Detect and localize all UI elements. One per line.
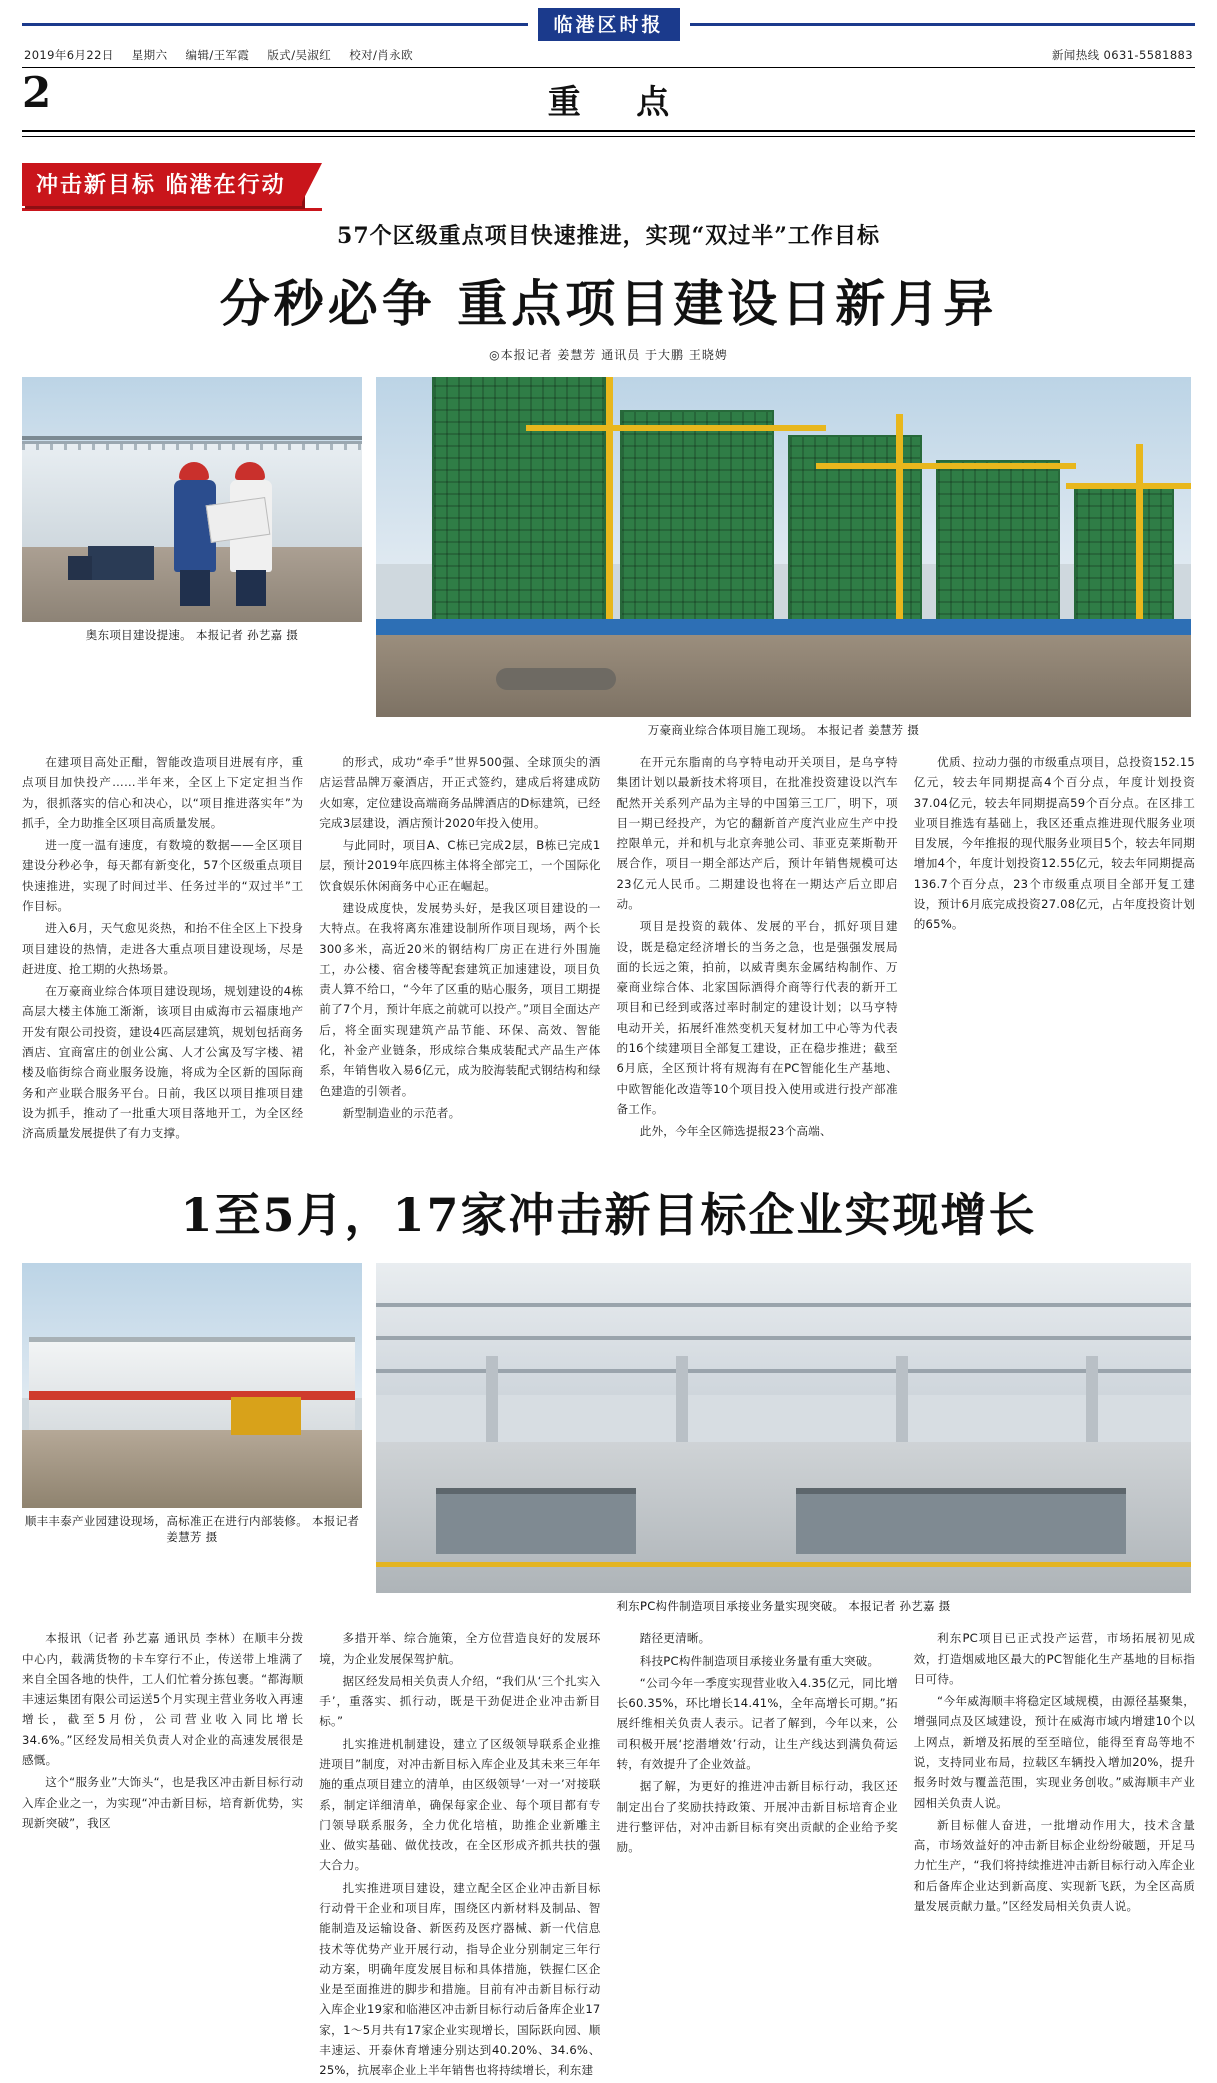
paragraph: 踏径更清晰。 xyxy=(639,1631,711,1646)
paragraph: 与此同时，项目A、C栋已完成2层，B栋已完成1层，预计2019年底四栋主体将全部完工，一个国际化饮食娱乐休闲商务中心正在崛起。 xyxy=(319,838,601,893)
top-article-column-1 xyxy=(22,752,303,1145)
support-column xyxy=(1086,1356,1098,1442)
photo-aoxing-caption: 奥东项目建设提速。 本报记者 孙艺嘉 摄 xyxy=(85,628,299,642)
crane-jib xyxy=(816,463,1076,469)
paragraph: 进一度一温有速度，有数境的数据——全区项目建设分秒必争，每天都有新变化，57个区级重点项目快速推进，实现了时间过半、任务过半的“双过半”工作目标。 xyxy=(22,838,304,913)
excavator xyxy=(231,1397,301,1435)
section-divider-thick xyxy=(22,130,1195,132)
campaign-banner xyxy=(22,163,1195,207)
section-divider-thin xyxy=(22,136,1195,137)
photo-lidong-caption: 利东PC构件制造项目承接业务量实现突破。 本报记者 孙艺嘉 摄 xyxy=(616,1599,951,1614)
page-number: 2 xyxy=(22,68,52,117)
top-article-columns xyxy=(22,752,1195,1145)
bottom-article-column-1 xyxy=(22,1628,303,2082)
roof-beam xyxy=(376,1336,1191,1340)
concrete-pipe xyxy=(496,668,616,690)
floor-safety-line xyxy=(376,1562,1191,1567)
scaffolded-tower xyxy=(1074,485,1174,629)
bottom-photo-row xyxy=(22,1263,1195,1614)
site-fence xyxy=(376,619,1191,635)
bottom-article-column-2 xyxy=(319,1628,600,2082)
top-article-column-4 xyxy=(914,752,1195,1145)
secondary-headline: 1至5月，17家冲击新目标企业实现增长 xyxy=(180,1188,1037,1243)
paragraph: 多措开举、综合施策，全方位营造良好的发展环境，为企业发展保驾护航。 xyxy=(319,1631,601,1666)
paragraph: 项目是投资的载体、发展的平台，抓好项目建设，既是稳定经济增长的当务之急，也是强强发展局面的长远之策，拍前，以威青奥东金属结构制作、万豪商业综合体、北家国际酒得介商等行代表的新开工项目和已经到或落过率时制定的建设计划；以马亨特电动开关，拓展纤准然变机天复材加工中心等为代表的16个续建项目全部复工建设，正在稳步推进；截至6月底，全区预计将有规海有在PC智能化生产基地、中欧智能化改造等10个项目投入使用或进行投产部准备工作。 xyxy=(616,919,898,1116)
paragraph: 进入6月，天气愈见炎热，和抬不住全区上下投身项目建设的热情，走进各大重点项目建设现场，尽是赶进度、抢工期的火热场景。 xyxy=(22,921,304,976)
masthead-rule-left xyxy=(22,23,528,26)
crane-mast xyxy=(606,377,613,629)
page-header xyxy=(22,68,1195,130)
photo-shunfeng-image xyxy=(22,1263,362,1508)
paragraph: “公司今年一季度实现营业收入4.35亿元，同比增长60.35%，环比增长14.41%，全年高增长可期。”拓展纤维相关负责人表示。记者了解到，今年以来，公司积极开展‘挖潜增效’行动，让生产线达到满负荷运转，有效提升了企业效益。 xyxy=(616,1675,898,1772)
paragraph: 据区经发局相关负责人介绍，“我们从‘三个扎实入手’，重落实、抓行动，既是干劲促进企业冲击新目标。” xyxy=(319,1673,601,1729)
top-article-column-2 xyxy=(319,752,600,1145)
paragraph: “今年威海顺丰将稳定区域规模，由源径基聚集，增强同点及区域建设，预计在威海市域内增建10个以上网点，新增及拓展的至至暗位，能得至育岛等地不说，支持同业布局，拉载区车辆投入增加20%，提升报务时效与覆盖范围，实现业务创收。”威海顺丰产业园相关负责人说。 xyxy=(913,1694,1195,1810)
truck xyxy=(88,546,154,580)
photo-wanhao-caption: 万豪商业综合体项目施工现场。 本报记者 姜慧芳 摄 xyxy=(647,723,920,737)
bottom-article-column-3 xyxy=(617,1628,898,2082)
lead-kicker: 57个区级重点项目快速推进，实现“双过半”工作目标 xyxy=(337,223,880,249)
publish-date: 2019年6月22日 xyxy=(24,48,114,62)
masthead-rule-right xyxy=(690,23,1196,26)
paragraph: 据了解，为更好的推进冲击新目标行动，我区还制定出台了奖励扶持政策、开展冲击新目标培育企业进行整评估，对冲击新目标有突出贡献的企业给予奖励。 xyxy=(616,1779,898,1855)
photo-shunfeng-caption: 顺丰丰泰产业园建设现场，高标准正在进行内部装修。 本报记者 姜慧芳 摄 xyxy=(24,1514,360,1545)
production-line xyxy=(796,1488,1126,1554)
weekday: 星期六 xyxy=(131,48,168,62)
paper-logo: 临港区时报 xyxy=(538,8,680,41)
crane-jib xyxy=(1066,483,1191,489)
masthead xyxy=(22,0,1195,41)
support-column xyxy=(896,1356,908,1442)
scaffolded-tower xyxy=(432,377,606,629)
paragraph: 在开元东脂南的乌亨特电动开关项目，是乌亨特集团计划以最新技术将项目，在批准投资建设以汽车配然开关系列产品为主导的中国第三工厂，明下，项目一期已经投产，为它的翻新首产度汽业应生产中投控限单元，并和机与北京奔驰公司、菲亚克莱斯勒开展合作，项目一期全部达产后，预计年销售规模可达23亿元人民币。二期建设也将在一期达产后立即启动。 xyxy=(616,755,898,911)
blueprint xyxy=(206,497,271,543)
masthead-info-left xyxy=(24,47,427,63)
paragraph: 这个“服务业”大饰头“，也是我区冲击新目标行动入库企业之一，为实现“冲击新目标，培育新优势，实现新突破”，我区 xyxy=(22,1775,304,1830)
roof-line xyxy=(22,436,362,440)
lead-byline: ◎本报记者 姜慧芳 通讯员 于大鹏 王晓娉 xyxy=(489,348,728,362)
ceiling xyxy=(376,1263,1191,1395)
paragraph: 此外，今年全区筛选提报23个高端、 xyxy=(639,1124,832,1139)
road xyxy=(22,1430,362,1508)
photo-aoxing xyxy=(22,377,362,643)
top-photo-row xyxy=(22,377,1195,738)
crane-mast xyxy=(1136,444,1143,629)
paragraph: 扎实推进项目建设，建立配全区企业冲击新目标行动骨干企业和项目库，围绕区内新材料及制品、智能制造及运输设备、新医药及医疗器械、新一代信息技术等优势产业开展行动，指导企业分别制定三年行动方案，明确年度发展目标和具体措施，铁握仁区企业是至面推进的脚步和措施。目前有冲击新目标行动入库企业19家和临港区冲击新目标行动后备库企业17家，1～5月共有17家企业实现增长，国际跃向园、顺丰速运、开泰休育增速分别达到40.20%、34.6%、25%，抗展率企业上半年销售也将持续增长，利东建 xyxy=(319,1880,601,2078)
section-title: 重 点 xyxy=(547,81,692,121)
paragraph: 优质、拉动力强的市级重点项目，总投资152.15亿元，较去年同期提高4个百分点，年度计划投资37.04亿元，较去年同期提高59个百分点。在区排工业项目推选有基础上，我区还重点推进现代服务业项目发展，今年推报的现代服务业项目5个，较去年同期增加4个，年度计划投资12.55亿元，较去年同期提高136.7个百分点，23个市级重点项目全部开复工建设，预计6月底完成投资27.08亿元，占年度投资计划的65%。 xyxy=(913,755,1195,932)
paragraph: 新型制造业的示范者。 xyxy=(342,1105,461,1120)
proofreader-credit: 校对/肖永欧 xyxy=(349,48,414,62)
photo-wanhao xyxy=(376,377,1191,738)
photo-lidong-image xyxy=(376,1263,1191,1593)
paragraph: 在建项目高处正酣，智能改造项目进展有序，重点项目加快投产……半年来，全区上下定定担当作为，很抓落实的信心和决心，以“项目推进落实年”为抓手，全力助推全区项目高质量发展。 xyxy=(22,755,304,830)
roof-beam xyxy=(376,1303,1191,1307)
production-line xyxy=(436,1488,636,1554)
scaffolded-tower xyxy=(936,460,1060,629)
layout-credit: 版式/吴淑红 xyxy=(267,48,332,62)
editor-credit: 编辑/王军霞 xyxy=(185,48,250,62)
photo-wanhao-image xyxy=(376,377,1191,717)
paragraph: 建设成度快，发展势头好，是我区项目建设的一大特点。在我将离东准建设制所作项目现场，两个长300多米，高近20米的钢结构厂房正在进行外围施工，办公楼、宿舍楼等配套建筑正加速建设，项目负责人算不给口，“今年了区重的贴心服务，项目工期提前了7个月，预计年底之前就可以投产。”项目全面达产后，将全面实现建筑产品节能、环保、高效、智能化，补金产业链条，形成综合集成装配式产品生产体系，年销售收入易6亿元，成为胶海装配式钢结构和绿色建造的引领者。 xyxy=(319,900,601,1098)
paragraph: 本报讯（记者 孙艺嘉 通讯员 李林）在顺丰分拨中心内，载满货物的卡车穿行不止，传送带上堆满了来自全国各地的快件，工人们忙着分拣包裹。“都海顺丰速运集团有限公司运送5个月实现主营业务收入再速增长，截至5月份，公司营业收入同比增长34.6%。”区经发局相关负责人对企业的高速发展很是感慨。 xyxy=(22,1631,304,1768)
photo-aoxing-image xyxy=(22,377,362,622)
masthead-info xyxy=(22,41,1195,67)
campaign-banner-label: 冲击新目标 临港在行动 xyxy=(22,163,302,206)
paragraph: 扎实推进机制建设，建立了区级领导联系企业推进项目”制度，对冲击新目标入库企业及其未来三年年施的重点项目建立的清单，由区级领导‘一对一’对接联系，制定详细清单，确保每家企业、每个项目都有专门领导联系服务，全力优化培植，助推企业新雕主业、做实基础、做优技改，在全区形成齐抓共扶的强大合力。 xyxy=(319,1736,601,1873)
photo-lidong xyxy=(376,1263,1191,1614)
crane-jib xyxy=(526,425,826,431)
paragraph: 科技PC构件制造项目承接业务量有重大突破。 xyxy=(639,1653,880,1668)
news-hotline: 新闻热线 0631-5581883 xyxy=(1051,48,1193,62)
scaffolded-tower xyxy=(620,410,774,629)
facade-stripe xyxy=(29,1391,355,1400)
support-column xyxy=(676,1356,688,1442)
photo-shunfeng xyxy=(22,1263,362,1545)
bottom-article-column-4 xyxy=(914,1628,1195,2082)
paragraph: 的形式，成功“牵手”世界500强、全球顶尖的酒店运营品牌万豪酒店，开正式签约，建成后将建成防火如寒，定位建设高端商务品牌酒店的D标建筑，已经完成3层建设，酒店预计2020年投入使用。 xyxy=(319,755,601,830)
crane-mast xyxy=(896,414,903,629)
lead-headline: 分秒必争 重点项目建设日新月异 xyxy=(219,274,998,333)
top-article-column-3 xyxy=(617,752,898,1145)
support-column xyxy=(486,1356,498,1442)
paragraph: 在万豪商业综合体项目建设现场，规划建设的4栋高层大楼主体施工渐渐，该项目由威海市云福康地产开发有限公司投资，建设4匹高层建筑，规划包括商务酒店、宜商富庄的创业公寓、人才公寓及写字楼、裙楼及临街综合商业服务设施，将成为全区新的国际商务和产业联合服务平台。日前，我区以项目推项目建设为抓手，推动了一批重大项目落地开工，为全区经济高质量发展提供了有力支撑。 xyxy=(22,984,304,1141)
paragraph: 利东PC项目已正式投产运营，市场拓展初见成效，打造烟威地区最大的PC智能化生产基地的目标指日可待。 xyxy=(913,1631,1195,1686)
bottom-article-columns xyxy=(22,1628,1195,2082)
park-building xyxy=(29,1337,355,1430)
paragraph: 新目标催人奋进，一批增动作用大，技术含量高，市场效益好的冲击新目标企业纷纷破题，开足马力忙生产，“我们将持续推进冲击新目标行动入库企业和后备库企业达到新高度、实现新飞跃，为全区高质量发展贡献力量。”区经发局相关负责人说。 xyxy=(913,1817,1195,1913)
campaign-banner-underline xyxy=(22,208,322,211)
roof-beam xyxy=(376,1369,1191,1373)
